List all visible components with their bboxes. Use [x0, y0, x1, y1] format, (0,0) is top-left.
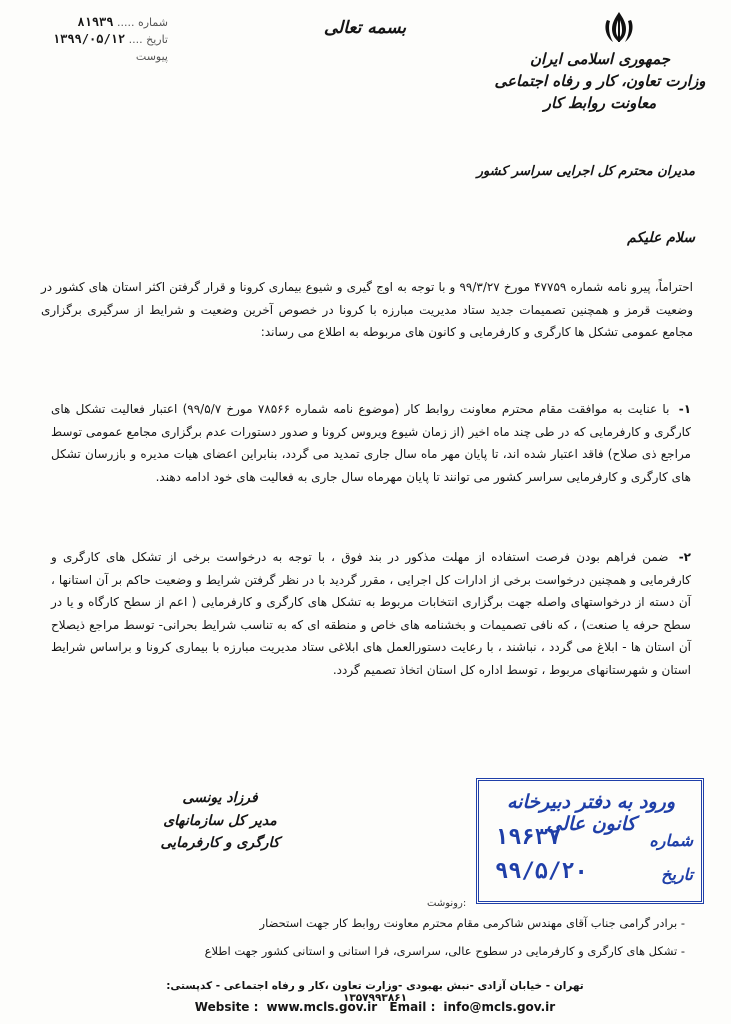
intro-paragraph: احتراماً، پیرو نامه شماره ۴۷۷۵۹ مورخ ۹۹/۳/۲۷ و با توجه به اوج گیری و شیوع بیماری کرونا و قرار گرفتن اکثر استان های کشور در وضعیت قرمز و همچنین تصمیمات جدید ستاد مدیریت مبارزه با کرونا در خصوص آخرین وضعیت و شرایط از سرگیری برگزاری مجامع عمومی تشکل ها کارگری و کارفرمایی و کانون های مربوطه به اطلاع می رساند: — [41, 280, 693, 339]
stamp-number-label: شماره — [649, 831, 693, 850]
org-line-country: جمهوری اسلامی ایران — [529, 50, 671, 68]
list-item — [51, 398, 691, 488]
list-item — [51, 546, 691, 681]
email-link[interactable]: info@mcls.gov.ir — [443, 1000, 556, 1014]
letter-number-row: شماره ..... ۸۱۹۳۹ — [77, 15, 168, 29]
item-number: ۱- — [678, 402, 692, 416]
org-line-department: معاونت روابط کار — [543, 94, 657, 112]
item-number: ۲- — [678, 550, 691, 564]
cc-label: رونوشت: — [427, 898, 467, 909]
letter-metadata — [18, 14, 168, 65]
addressee: مدیران محترم کل اجرایی سراسر کشور — [476, 164, 695, 179]
website-label: Website : — [194, 1000, 259, 1014]
signatory-name: فرزاد یونسی — [182, 790, 258, 806]
letter-attachment-row — [18, 48, 168, 65]
signature-block — [140, 790, 300, 854]
email-label: Email : — [389, 1000, 436, 1014]
item-text: ضمن فراهم بودن فرصت استفاده از مهلت مذکور در بند فوق ، با توجه به درخواست برخی از تشکل های کارگری و کارفرمایی و همچنین درخواست برخی از ادارات کل اجرایی ، مقرر گردید با در نظر گرفتن شرایط و وضعیت حاکم بر آن استانها ، آن دسته از درخواستهای واصله جهت برگزاری انتخابات مربوط به تشکل های کارگری و کارفرمایی ( اعم از سطح کارگاه و یا در سطح حرفه یا صنعت) ، که نافی تصمیمات و بخشنامه های خاص و منطقه ای که به تناسب شرایط بحرانی- توسط مراجع ذیصلاح آن استان ها - ابلاغ می گردد ، نباشند ، با رعایت دستورالعمل های ابلاغی ستاد مدیریت مبارزه با بیماری کرونا و براساس شرایط استان و شهرستانهای مربوط ، توسط اداره کل استان اتخاذ تصمیم گردد. — [51, 550, 691, 677]
letter-attachment-label: پیوست — [135, 50, 168, 63]
invocation-heading: بسمه تعالی — [323, 18, 407, 38]
footer-contact — [150, 1000, 600, 1014]
cc-line: - برادر گرامی جناب آقای مهندس شاکرمی مقام محترم معاونت روابط کار جهت استحضار — [259, 916, 685, 930]
letter-number-label: شماره — [137, 16, 168, 29]
stamp-date-value: ۹۹/۵/۲۰ — [495, 859, 588, 884]
stamp-heading: ورود به دفتر دبیرخانه کانون عالی — [506, 791, 676, 835]
footer-address: تهران - خیابان آزادی -نبش بهبودی -وزارت تعاون ،کار و رفاه اجتماعی - کدپستی: ۱۳۵۷۹۹۳۸۶۱ — [166, 980, 584, 1004]
item-text: با عنایت به موافقت مقام محترم معاونت روابط کار (موضوع نامه شماره ۷۸۵۶۶ مورخ ۹۹/۵/۷) اعتبار فعالیت تشکل های کارگری و کارفرمایی که در طی چند ماه اخیر (از زمان شیوع ویروس کرونا و صدور دستورات عدم برگزاری مجامع عمومی توسط مراجع ذی صلاح) فاقد اعتبار شده اند، تا پایان مهر ماه سال جاری تمدید می گردد، بنابراین اعضای هیات مدیره و بازرسان تشکل های کارگری و کارفرمایی سراسر کشور می توانند تا پایان مهرماه سال جاری به فعالیت های خود ادامه دهند. — [51, 402, 691, 484]
receipt-stamp — [476, 778, 704, 904]
cc-line: - تشکل های کارگری و کارفرمایی در سطوح عالی، سراسری، فرا استانی و استانی کشور جهت اطلاع — [204, 944, 685, 958]
signatory-title: مدیر کل سازمانهای کارگری و کارفرمایی — [160, 813, 280, 851]
letter-number-value: ۸۱۹۳۹ — [77, 15, 114, 29]
website-link[interactable]: www.mcls.gov.ir — [266, 1000, 378, 1014]
organization-block — [485, 48, 715, 114]
greeting: سلام علیکم — [627, 230, 695, 246]
org-line-ministry: وزارت تعاون، کار و رفاه اجتماعی — [494, 72, 706, 90]
letter-date-row: تاریخ .... ۱۳۹۹/۰۵/۱۲ — [52, 32, 168, 46]
stamp-number-value: ۱۹۶۳۷ — [495, 825, 562, 850]
iran-emblem-icon — [599, 8, 639, 48]
stamp-date-label: تاریخ — [661, 865, 693, 884]
letter-date-value: ۱۳۹۹/۰۵/۱۲ — [52, 32, 126, 46]
letter-date-label: تاریخ — [146, 33, 168, 46]
